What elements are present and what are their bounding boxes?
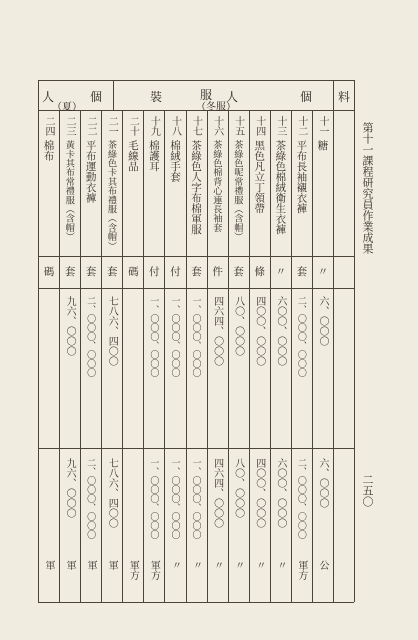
item-remark: 〃 <box>211 560 223 570</box>
item-unit: 條 <box>253 266 266 277</box>
table-colhead-rule <box>38 256 354 257</box>
item-description: 棉護耳 <box>147 140 160 172</box>
item-quantity: 六〇〇、〇〇〇 <box>274 296 286 366</box>
item-unit: 〃 <box>274 266 287 277</box>
item-quantity-total: 二、〇〇〇、〇〇〇 <box>295 458 306 539</box>
item-number: 十八 <box>169 116 181 136</box>
item-number: 十六 <box>211 116 223 136</box>
group-title: 個 <box>300 90 313 104</box>
table-bottom-rule <box>38 602 354 603</box>
item-number: 十五 <box>232 116 244 136</box>
page-number: 二五〇 <box>361 474 374 507</box>
item-quantity-total: 六〇〇、〇〇〇 <box>274 458 286 528</box>
item-remark: 軍方 <box>127 560 139 580</box>
item-description: 棉布 <box>42 140 55 161</box>
group-divider <box>333 80 334 602</box>
item-unit: 套 <box>295 266 308 277</box>
table-left-rule <box>38 80 39 602</box>
column-divider <box>249 110 250 602</box>
item-remark: 軍 <box>106 560 118 570</box>
item-description: 棉絨手套 <box>168 140 181 182</box>
item-number: 二十 <box>127 116 139 136</box>
group-divider <box>113 80 114 110</box>
item-unit: 套 <box>63 266 76 277</box>
item-number: 二二 <box>85 116 97 136</box>
item-description: 黑色凡立丁領帶 <box>253 140 266 214</box>
item-unit: 件 <box>211 266 224 277</box>
column-divider <box>143 110 144 602</box>
column-divider <box>101 110 102 602</box>
item-quantity: 二、〇〇〇、〇〇〇 <box>85 296 96 377</box>
group-title: 服 <box>200 88 213 102</box>
item-remark: 〃 <box>169 560 181 570</box>
item-quantity-total: 四〇〇、〇〇〇 <box>253 458 265 528</box>
group-note: （冬服） <box>196 102 236 113</box>
column-divider <box>270 110 271 602</box>
item-unit: 付 <box>147 266 160 277</box>
item-number: 二一 <box>106 116 118 136</box>
item-remark: 軍方 <box>295 560 307 580</box>
table-right-rule <box>354 80 355 602</box>
item-description: 糖 <box>316 140 329 151</box>
column-divider <box>80 110 81 602</box>
item-remark: 軍方 <box>148 560 160 580</box>
item-unit: 付 <box>168 266 181 277</box>
item-description: 茶綠色卡其布禮服（含帽） <box>105 140 117 251</box>
item-unit: 套 <box>232 266 245 277</box>
column-divider <box>291 110 292 602</box>
item-number: 十七 <box>190 116 202 136</box>
item-quantity-total: 二、〇〇〇、〇〇〇 <box>85 458 96 539</box>
item-quantity-total: 六、〇〇〇 <box>316 458 328 508</box>
item-remark: 軍 <box>64 560 76 570</box>
item-quantity-total: 九六、〇〇〇 <box>64 458 76 518</box>
item-quantity: 八〇、〇〇〇 <box>232 296 244 356</box>
group-subtitle: 人 <box>42 90 55 104</box>
group-title: 個 <box>90 90 103 104</box>
header-right-label: 料 <box>338 90 351 104</box>
item-remark: 〃 <box>232 560 244 570</box>
item-quantity: 一、〇〇〇、〇〇〇 <box>169 296 180 377</box>
item-number: 二三 <box>64 116 76 136</box>
column-divider <box>122 110 123 602</box>
item-quantity: 七八六、四〇〇 <box>106 296 118 366</box>
item-unit: 套 <box>105 266 118 277</box>
item-remark: 公 <box>316 560 328 570</box>
running-header: 第十一課程研究員作業成果 <box>361 122 374 254</box>
group-subtitle: 人 <box>226 90 239 104</box>
item-quantity-total: 七八六、四〇〇 <box>106 458 118 528</box>
column-divider <box>59 110 60 602</box>
item-remark: 〃 <box>253 560 265 570</box>
item-number: 十九 <box>148 116 160 136</box>
item-remark: 軍 <box>43 560 55 570</box>
item-quantity: 一、〇〇〇、〇〇〇 <box>148 296 159 377</box>
item-description: 茶綠色呢常禮服（含帽） <box>231 140 243 242</box>
item-description: 平布運動衣褲 <box>84 140 97 203</box>
item-description: 黃卡其布常禮服（含帽） <box>63 140 75 242</box>
table-mid-rule <box>38 288 354 289</box>
group-subtitle: 裝 <box>150 90 163 104</box>
column-divider <box>207 110 208 602</box>
item-unit: 套 <box>190 266 203 277</box>
item-description: 茶綠色棉絨衛生衣褲 <box>274 140 287 235</box>
column-divider <box>312 110 313 602</box>
item-number: 二四 <box>43 116 55 136</box>
item-quantity-total: 一、〇〇〇、〇〇〇 <box>148 458 159 539</box>
item-quantity: 二、〇〇〇、〇〇〇 <box>295 296 306 377</box>
item-remark: 〃 <box>274 560 286 570</box>
item-remark: 〃 <box>190 560 202 570</box>
item-description: 平布長袖襯衣褲 <box>295 140 308 214</box>
item-number: 十四 <box>253 116 265 136</box>
item-unit: 〃 <box>316 266 329 277</box>
item-quantity-total: 一、〇〇〇、〇〇〇 <box>169 458 180 539</box>
item-quantity-total: 四六四、〇〇〇 <box>211 458 223 528</box>
table-row-rule <box>38 448 354 449</box>
item-unit: 碼 <box>126 266 139 277</box>
item-quantity: 四六四、〇〇〇 <box>211 296 223 366</box>
item-quantity: 九六、〇〇〇 <box>64 296 76 356</box>
group-note: （夏） <box>52 102 82 113</box>
item-quantity: 六、〇〇〇 <box>316 296 328 346</box>
column-divider <box>186 110 187 602</box>
item-number: 十三 <box>274 116 286 136</box>
table-top-rule <box>38 80 354 81</box>
column-divider <box>228 110 229 602</box>
item-number: 十二 <box>295 116 307 136</box>
item-description: 茶綠色棉背心連長袖套 <box>210 140 222 232</box>
item-quantity: 四〇〇、〇〇〇 <box>253 296 265 366</box>
item-unit: 碼 <box>42 266 55 277</box>
item-description: 茶綠色人字布棉軍服 <box>190 140 203 235</box>
item-unit: 套 <box>84 266 97 277</box>
item-quantity: 一、〇〇〇、〇〇〇 <box>190 296 201 377</box>
item-remark: 軍 <box>85 560 97 570</box>
item-quantity-total: 一、〇〇〇、〇〇〇 <box>190 458 201 539</box>
item-quantity-total: 八〇、〇〇〇 <box>232 458 244 518</box>
item-number: 十一 <box>316 116 328 136</box>
item-description: 毛線品 <box>126 140 139 172</box>
column-divider <box>164 110 165 602</box>
